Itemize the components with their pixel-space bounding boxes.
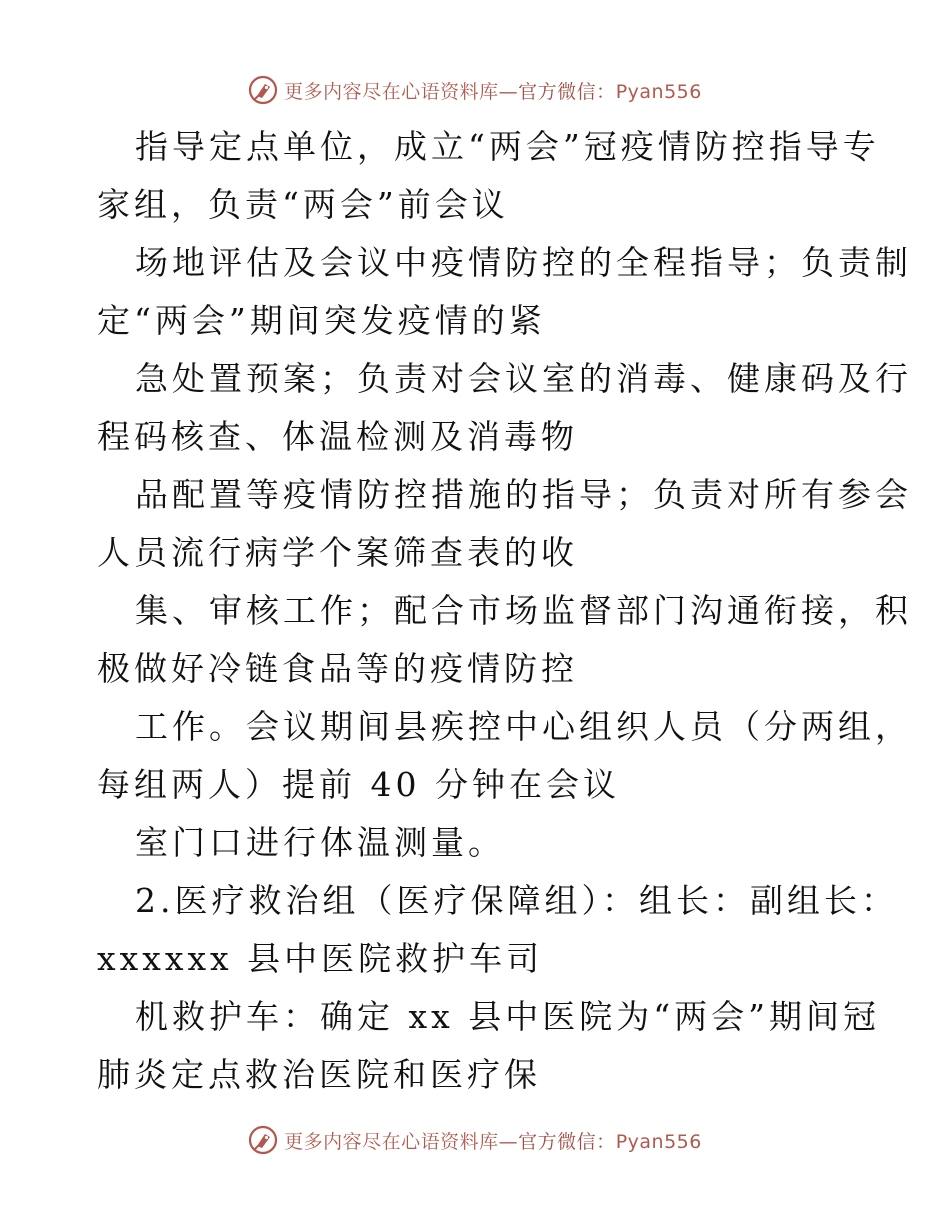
watermark-account: Pyan556: [615, 80, 702, 103]
text-line: 极做好冷链食品等的疫情防控: [97, 649, 578, 688]
text-line: 场地评估及会议中疫情防控的全程指导；负责制: [135, 243, 912, 282]
text-line: 人员流行病学个案筛查表的收: [97, 533, 578, 572]
watermark-text: [284, 77, 702, 104]
text-line: 室门口进行体温测量。: [135, 823, 505, 862]
watermark-main: 更多内容尽在心语资料库: [284, 1130, 499, 1153]
text-line: xxxxxx 县中医院救护车司: [97, 939, 544, 978]
pen-nib-logo-icon: [248, 1125, 278, 1155]
text-line: 指导定点单位，成立“两会”冠疫情防控指导专: [135, 127, 880, 166]
text-line: 急处置预案；负责对会议室的消毒、健康码及行: [135, 359, 912, 398]
text-line: 集、审核工作；配合市场监督部门沟通衔接，积: [135, 591, 912, 630]
text-line: 程码核查、体温检测及消毒物: [97, 417, 578, 456]
watermark-wechat-label: 官方微信：: [518, 1130, 616, 1153]
text-line: 机救护车：确定 xx 县中医院为“两会”期间冠: [135, 997, 880, 1036]
header-watermark-banner: [0, 70, 950, 110]
footer-watermark-banner: [0, 1120, 950, 1160]
watermark-account: Pyan556: [615, 1130, 702, 1153]
watermark-main: 更多内容尽在心语资料库: [284, 80, 499, 103]
watermark-text: [284, 1127, 702, 1154]
text-line: 定“两会”期间突发疫情的紧: [97, 301, 546, 340]
text-line: 肺炎定点救治医院和医疗保: [97, 1055, 541, 1094]
watermark-dash: —: [498, 1130, 519, 1153]
text-line: 2.医疗救治组（医疗保障组）：组长：副组长：: [135, 881, 898, 920]
text-line: 每组两人）提前 40 分钟在会议: [97, 765, 620, 804]
text-line: 家组，负责“两会”前会议: [97, 185, 509, 224]
text-line: 品配置等疫情防控措施的指导；负责对所有参会: [135, 475, 912, 514]
watermark-wechat-label: 官方微信：: [518, 80, 616, 103]
pen-nib-logo-icon: [248, 75, 278, 105]
watermark-dash: —: [498, 80, 519, 103]
text-line: 工作。会议期间县疾控中心组织人员（分两组，: [135, 707, 912, 746]
